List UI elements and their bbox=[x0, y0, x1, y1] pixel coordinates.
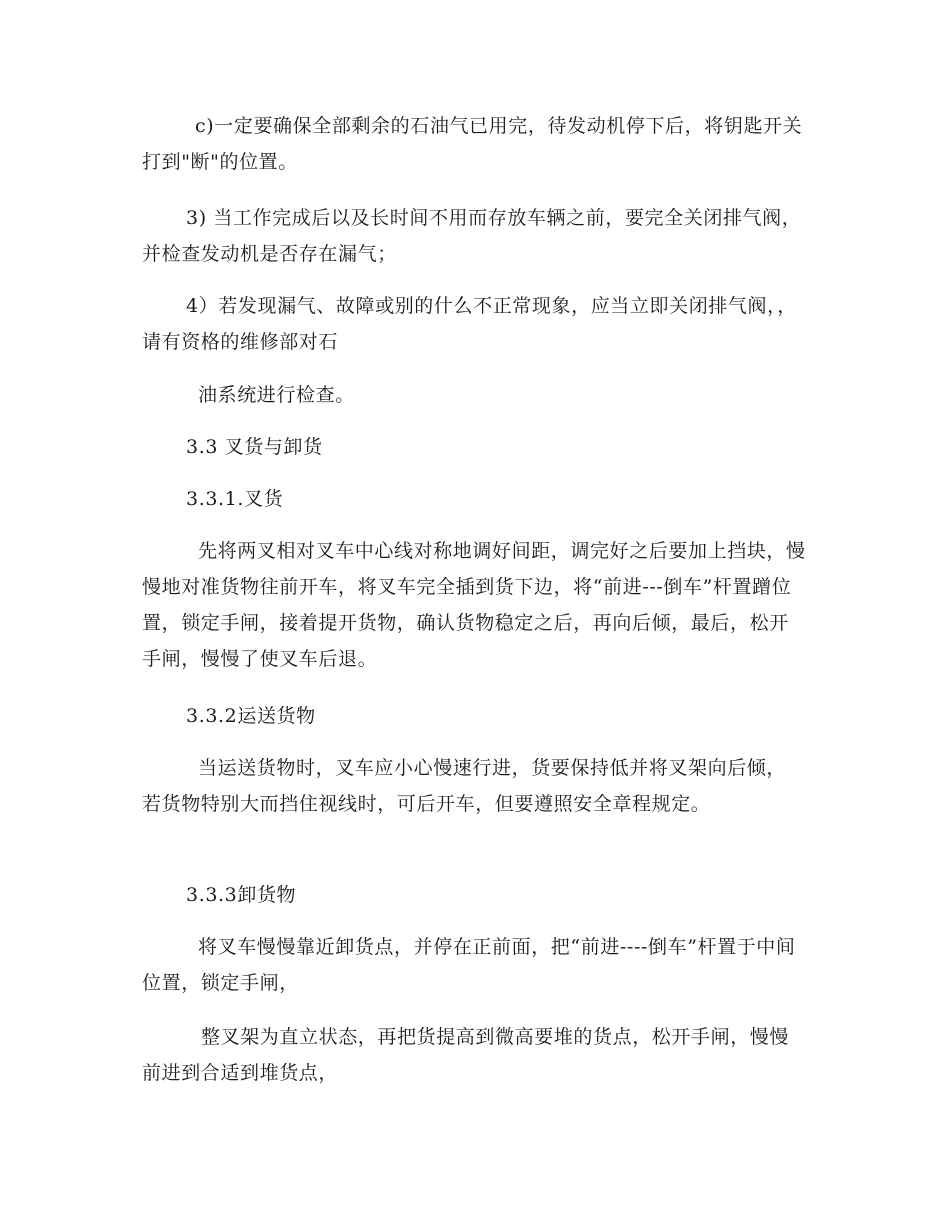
section-heading-3-3: 3.3 叉货与卸货 bbox=[186, 436, 323, 458]
section-heading-3-3-2: 3.3.2运送货物 bbox=[186, 705, 316, 727]
paragraph-forking-goods: 先将两叉相对叉车中心线对称地调好间距，调完好之后要加上挡块，慢慢地对准货物往前开车，将叉车完全插到货下边，将“前进---倒车”杆置蹭位置，锁定手闸，接着提开货物，确认货物稳定之后，再向后倾，最后，松开手闸，慢慢了使叉车后退。 bbox=[142, 540, 806, 670]
paragraph-close-valve: 3) 当工作完成后以及长时间不用而存放车辆之前，要完全关闭排气阀，并检查发动机是否存在漏气； bbox=[142, 207, 802, 265]
paragraph-continuation: 油系统进行检查。 bbox=[198, 384, 355, 406]
paragraph-leak-check: 4）若发现漏气、故障或别的什么不正常现象，应当立即关闭排气阀，，请有资格的维修部对石 bbox=[142, 295, 797, 353]
paragraph-gas-usage: c)一定要确保全部剩余的石油气已用完，待发动机停下后，将钥匙开关打到"断"的位置。 bbox=[142, 115, 803, 173]
paragraph-unload-approach: 将叉车慢慢靠近卸货点，并停在正前面，把“前进----倒车”杆置于中间位置，锁定手闸， bbox=[142, 936, 796, 994]
section-heading-3-3-1: 3.3.1.叉货 bbox=[186, 488, 284, 510]
paragraph-unload-lift: 整叉架为直立状态，再把货提高到微高要堆的货点，松开手闸，慢慢前进到合适到堆货点， bbox=[142, 1026, 790, 1084]
section-heading-3-3-3: 3.3.3卸货物 bbox=[186, 884, 297, 906]
paragraph-transport-goods: 当运送货物时，叉车应小心慢速行进，货要保持低并将叉架向后倾， 若货物特别大而挡住视线时，可后开车，但要遵照安全章程规定。 bbox=[142, 757, 787, 815]
